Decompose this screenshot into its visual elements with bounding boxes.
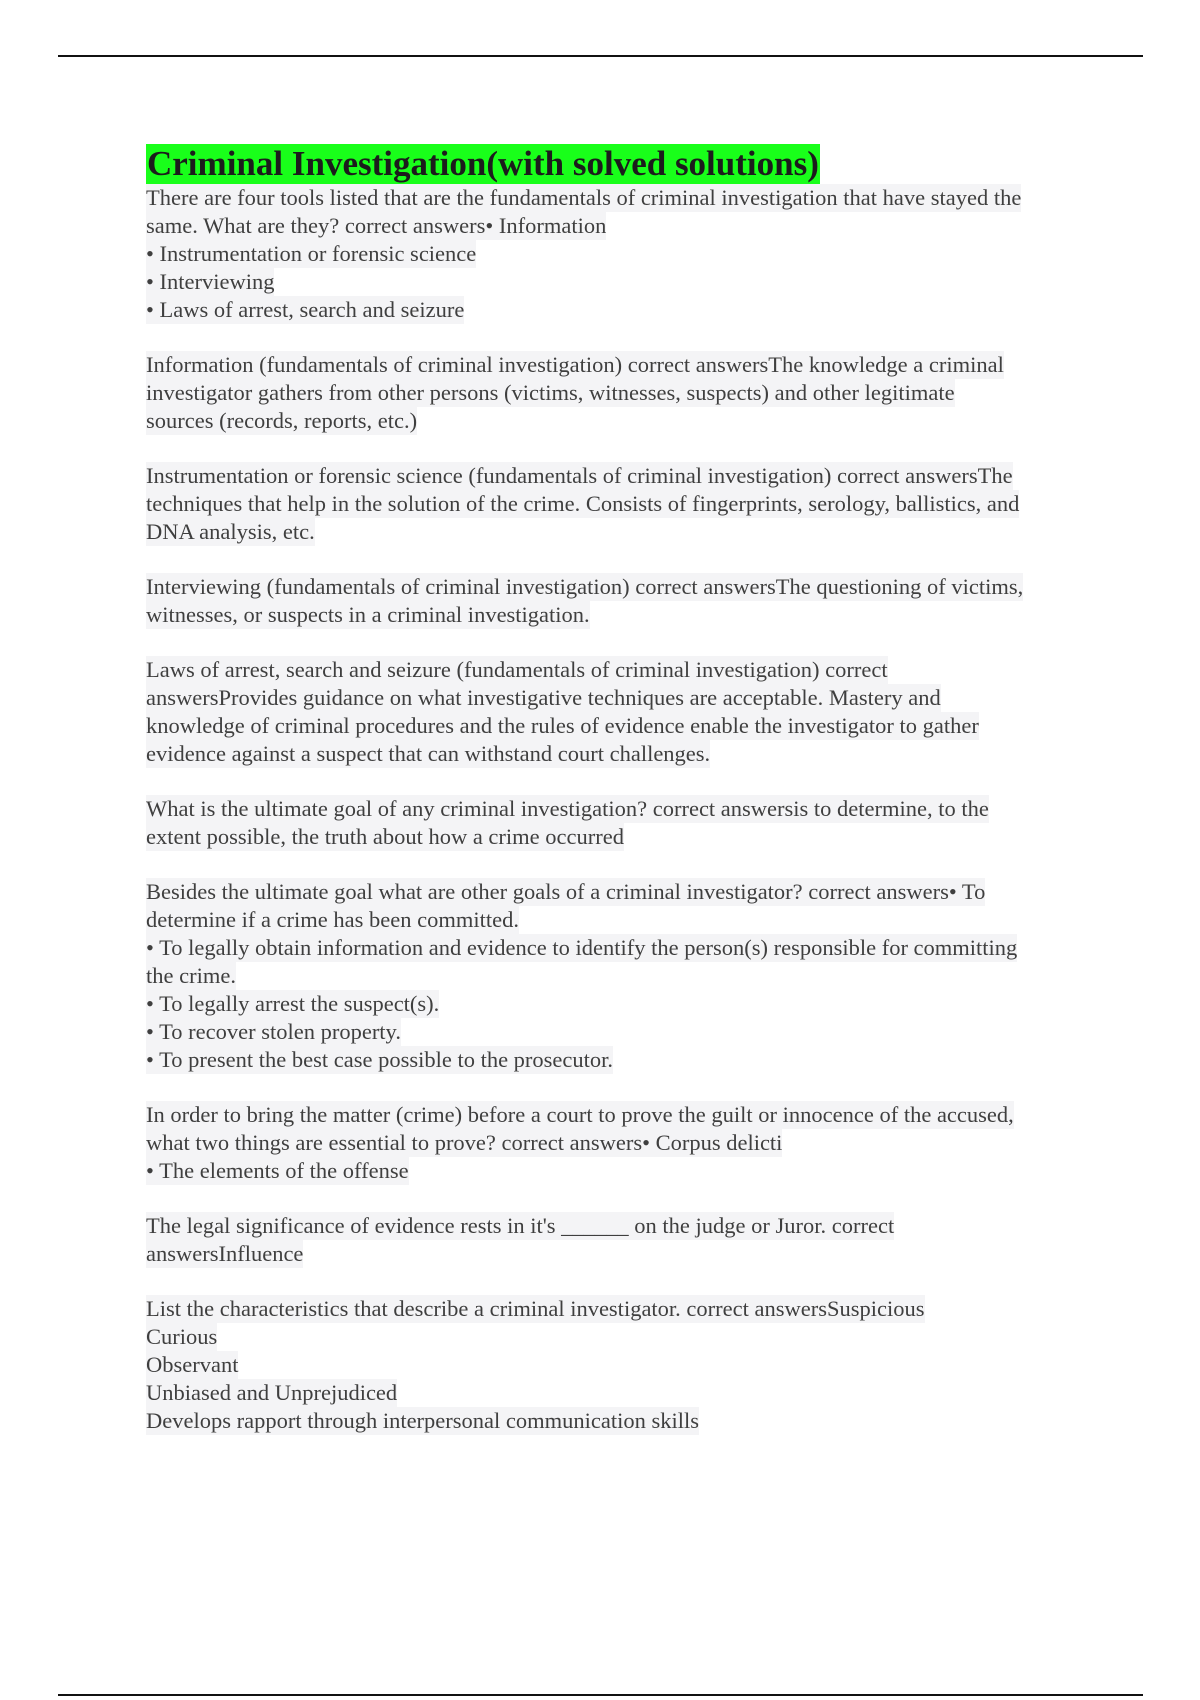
qa-line: knowledge of criminal procedures and the rules of evidence enable the investigator to gather [146, 713, 979, 738]
qa-block [146, 184, 1096, 324]
qa-list [146, 184, 1096, 1435]
qa-line: answersProvides guidance on what investigative techniques are acceptable. Mastery and [146, 685, 941, 710]
qa-block [146, 656, 1096, 768]
qa-line: Interviewing (fundamentals of criminal investigation) correct answersThe questioning of victims, [146, 574, 1024, 599]
qa-block [146, 1295, 1096, 1435]
qa-line: investigator gathers from other persons (victims, witnesses, suspects) and other legitimate [146, 380, 955, 405]
qa-line: Observant [146, 1352, 239, 1377]
qa-line: Laws of arrest, search and seizure (fundamentals of criminal investigation) correct [146, 657, 888, 682]
top-rule [58, 55, 1143, 57]
document-body [146, 144, 1096, 1462]
qa-line: Instrumentation or forensic science (fundamentals of criminal investigation) correct answersThe [146, 463, 1013, 488]
qa-line: what two things are essential to prove? correct answers• Corpus delicti [146, 1130, 783, 1155]
qa-line: List the characteristics that describe a criminal investigator. correct answersSuspicious [146, 1296, 925, 1321]
qa-line: Information (fundamentals of criminal investigation) correct answersThe knowledge a criminal [146, 352, 1004, 377]
qa-line: same. What are they? correct answers• Information [146, 213, 607, 238]
bottom-rule [58, 1694, 1143, 1696]
qa-line: extent possible, the truth about how a crime occurred [146, 824, 624, 849]
qa-line: What is the ultimate goal of any criminal investigation? correct answersis to determine, to the [146, 796, 989, 821]
qa-line: determine if a crime has been committed. [146, 907, 519, 932]
qa-line: techniques that help in the solution of the crime. Consists of fingerprints, serology, ballistics, and [146, 491, 1020, 516]
page-title: Criminal Investigation(with solved solutions) [147, 144, 819, 183]
qa-block [146, 795, 1096, 851]
qa-block [146, 462, 1096, 546]
qa-line: There are four tools listed that are the fundamentals of criminal investigation that have stayed the [146, 185, 1022, 210]
qa-line: the crime. [146, 963, 236, 988]
qa-line: In order to bring the matter (crime) before a court to prove the guilt or innocence of the accused, [146, 1102, 1014, 1127]
qa-line: • Interviewing [146, 269, 275, 294]
qa-line: Unbiased and Unprejudiced [146, 1380, 398, 1405]
qa-line: • Instrumentation or forensic science [146, 241, 477, 266]
qa-block [146, 1101, 1096, 1185]
qa-line: sources (records, reports, etc.) [146, 408, 418, 433]
qa-line: • To recover stolen property. [146, 1019, 401, 1044]
qa-block [146, 1212, 1096, 1268]
qa-line: answersInfluence [146, 1241, 304, 1266]
qa-line: evidence against a suspect that can withstand court challenges. [146, 741, 711, 766]
qa-line: Besides the ultimate goal what are other goals of a criminal investigator? correct answers• To [146, 879, 986, 904]
qa-line: • To legally obtain information and evidence to identify the person(s) responsible for committing [146, 935, 1018, 960]
qa-line: • To legally arrest the suspect(s). [146, 991, 440, 1016]
qa-line: • Laws of arrest, search and seizure [146, 297, 465, 322]
qa-line: DNA analysis, etc. [146, 519, 315, 544]
qa-line: • To present the best case possible to the prosecutor. [146, 1047, 614, 1072]
qa-line: • The elements of the offense [146, 1158, 409, 1183]
qa-block [146, 573, 1096, 629]
qa-block [146, 878, 1096, 1074]
qa-line: Develops rapport through interpersonal communication skills [146, 1408, 700, 1433]
qa-line: Curious [146, 1324, 218, 1349]
qa-line: The legal significance of evidence rests in it's ______ on the judge or Juror. correct [146, 1213, 895, 1238]
qa-block [146, 351, 1096, 435]
qa-line: witnesses, or suspects in a criminal investigation. [146, 602, 590, 627]
